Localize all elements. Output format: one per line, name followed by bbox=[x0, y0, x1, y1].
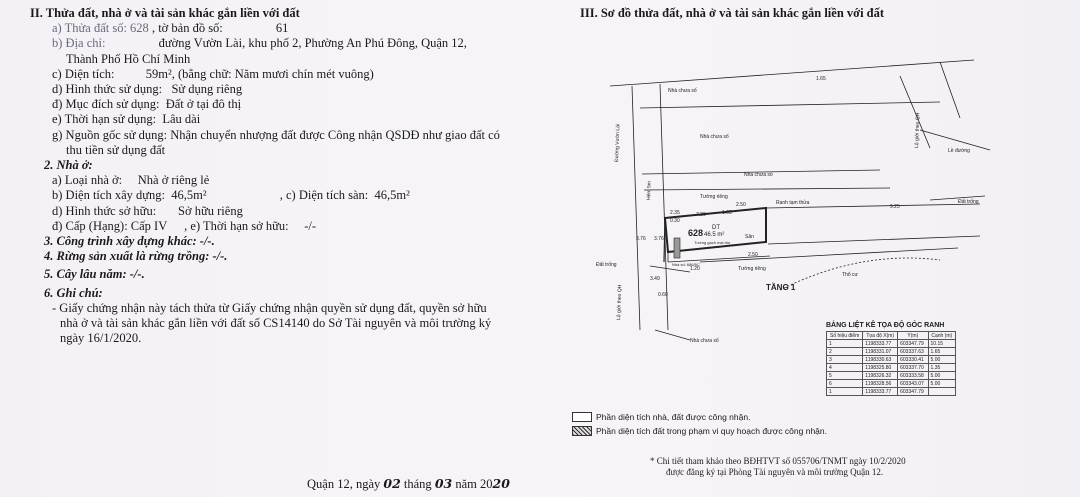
label-nha-so: Nhà số: 686/5C bbox=[672, 262, 700, 267]
label-parcel-number: 628 bbox=[688, 228, 704, 238]
coordinate-grid bbox=[826, 331, 956, 396]
usage-form-line: d) Hình thức sử dụng: Sử dụng riêng bbox=[52, 82, 243, 97]
table-header: Cạnh (m) bbox=[928, 332, 955, 340]
coordinate-table-title: BẢNG LIỆT KÊ TỌA ĐỘ GÓC RANH bbox=[826, 322, 945, 329]
table-row bbox=[827, 380, 956, 388]
house-build-area: b) Diện tích xây dựng: 46,5m² bbox=[52, 188, 207, 203]
parcel-number: a) Thửa đất số: 628 bbox=[52, 21, 149, 36]
table-cell: 1 bbox=[827, 388, 863, 396]
address-label: b) Địa chỉ: bbox=[52, 36, 106, 51]
dim-5: 2.50 bbox=[736, 202, 746, 208]
dim-2: 2.35 bbox=[670, 210, 680, 216]
label-dat-trong: Đất trống bbox=[596, 262, 617, 268]
diagram-note bbox=[650, 456, 906, 478]
map-sheet-number: 61 bbox=[275, 21, 289, 36]
legend-swatch-plain bbox=[572, 412, 592, 422]
house-ownership-line: d) Hình thức sở hữu: Sở hữu riêng bbox=[52, 203, 243, 218]
house-floor-area: , c) Diện tích sàn: 46,5m² bbox=[279, 188, 410, 203]
table-cell bbox=[928, 388, 955, 396]
address-city: Thành Phố Hồ Chí Minh bbox=[66, 51, 191, 66]
table-cell: 1198330.63 bbox=[863, 356, 898, 364]
table-cell: 603333.58 bbox=[898, 372, 928, 380]
map-sheet-label: , tờ bản đồ số: bbox=[151, 21, 223, 36]
table-row bbox=[827, 372, 956, 380]
note-line-2: nhà ở và tài sản khác gắn liền với đất số CS14140 do Sở Tài nguyên và môi trường ký bbox=[60, 316, 492, 331]
label-nha-chua-so-2: Nhà chưa số bbox=[700, 134, 729, 140]
date-prefix: Quận 12, ngày bbox=[307, 477, 381, 491]
table-cell: 1198333.77 bbox=[863, 340, 898, 348]
note-line-1: - Giấy chứng nhận này tách thửa từ Giấy chứng nhận quyền sử dụng đất, quyền sở hữu bbox=[52, 300, 487, 315]
label-thu-cu: Thổ cư bbox=[842, 272, 858, 278]
table-header: Y(m) bbox=[898, 332, 928, 340]
section3-title: III. Sơ đồ thửa đất, nhà ở và tài sản khác gắn liền với đất bbox=[580, 6, 885, 20]
dim-11: 2.50 bbox=[748, 252, 758, 258]
label-dt-value: 46.5 m² bbox=[704, 232, 725, 238]
dim-13: 1.65 bbox=[816, 76, 826, 82]
table-row bbox=[827, 388, 956, 396]
dim-3: 7.20 bbox=[696, 212, 706, 218]
note-line-3: ngày 16/1/2020. bbox=[60, 331, 142, 346]
table-cell: 1198331.07 bbox=[863, 348, 898, 356]
date-month-label: tháng bbox=[403, 477, 432, 491]
house-type-line: a) Loại nhà ở: Nhà ở riêng lẻ bbox=[52, 173, 210, 188]
table-cell: 1198326.32 bbox=[863, 372, 898, 380]
legend-item-planning bbox=[572, 426, 827, 436]
table-cell: 3 bbox=[827, 356, 863, 364]
table-row bbox=[827, 364, 956, 372]
label-dt: DT bbox=[712, 225, 720, 231]
house-heading: 2. Nhà ở: bbox=[44, 158, 93, 173]
label-hem: Hẻm 5m bbox=[646, 180, 653, 201]
table-cell: 5.00 bbox=[928, 356, 955, 364]
origin-line-2: thu tiền sử dụng đất bbox=[66, 142, 166, 157]
label-tuong-gach: Tường gạch mái tôn bbox=[694, 240, 731, 245]
dim-9: 0.60 bbox=[658, 292, 668, 298]
table-cell: 1.65 bbox=[928, 348, 955, 356]
table-header: Tọa độ X(m) bbox=[863, 332, 898, 340]
label-le-duong: Lề đường bbox=[948, 148, 970, 154]
label-nha-chua-so-4: Nhà chưa số bbox=[690, 338, 719, 344]
dim-12: 9.25 bbox=[890, 204, 900, 210]
house-term: , e) Thời hạn sở hữu: -/- bbox=[184, 218, 317, 233]
table-cell: 5.00 bbox=[928, 372, 955, 380]
legend-item-recognized bbox=[572, 412, 827, 422]
label-nha-chua-so-1: Nhà chưa số bbox=[668, 88, 697, 94]
table-cell: 5 bbox=[827, 372, 863, 380]
table-cell: 603343.07 bbox=[898, 380, 928, 388]
forest-heading: 4. Rừng sản xuất là rừng trồng: -/-. bbox=[44, 249, 228, 264]
section2-title: II. Thửa đất, nhà ở và tài sản khác gắn liền với đất bbox=[30, 6, 300, 20]
table-cell: 603347.79 bbox=[898, 388, 928, 396]
table-cell: 603330.41 bbox=[898, 356, 928, 364]
other-works-heading: 3. Công trình xây dựng khác: -/-. bbox=[44, 234, 215, 249]
dim-10: 1.20 bbox=[690, 266, 700, 272]
date-day: 02 bbox=[383, 476, 401, 491]
origin-line: g) Nguồn gốc sử dụng: Nhận chuyển nhượng đất được Công nhận QSDĐ như giao đất có bbox=[52, 127, 500, 142]
table-header-row bbox=[827, 332, 956, 340]
label-lo-gioi-left: Lộ giới theo QH bbox=[616, 284, 624, 321]
tree-heading: 5. Cây lâu năm: -/-. bbox=[44, 267, 145, 282]
table-cell: 4 bbox=[827, 364, 863, 372]
house-grade: đ) Cấp (Hạng): Cấp IV bbox=[52, 218, 168, 233]
label-lo-gioi-right: Lộ giới theo QH bbox=[914, 112, 922, 149]
table-header: Số hiệu điểm bbox=[827, 332, 863, 340]
table-cell: 5.00 bbox=[928, 380, 955, 388]
address-value: đường Vườn Lài, khu phố 2, Phường An Phú Đông, Quận 12, bbox=[158, 36, 467, 51]
table-cell: 1.35 bbox=[928, 364, 955, 372]
table-cell: 603337.63 bbox=[898, 348, 928, 356]
table-cell: 1198333.77 bbox=[863, 388, 898, 396]
table-cell: 2 bbox=[827, 348, 863, 356]
table-cell: 1198325.80 bbox=[863, 364, 898, 372]
table-cell: 603347.79 bbox=[898, 340, 928, 348]
table-cell: 10.15 bbox=[928, 340, 955, 348]
label-duong-vuon-lai: Đường Vườn Lài bbox=[614, 123, 622, 163]
label-ranh: Ranh tạm thửa bbox=[776, 200, 810, 206]
dim-4: 1.65 bbox=[722, 210, 732, 216]
table-cell: 603337.70 bbox=[898, 364, 928, 372]
purpose-line: đ) Mục đích sử dụng: Đất ở tại đô thị bbox=[52, 97, 242, 112]
label-san: Sân bbox=[745, 234, 754, 240]
table-row bbox=[827, 340, 956, 348]
dim-7: 3.76 bbox=[636, 236, 646, 242]
label-tuong-rieng-bottom: Tường riêng bbox=[738, 266, 766, 272]
note-line-registered: được đăng ký tại Phòng Tài nguyên và môi trường Quận 12. bbox=[666, 467, 884, 477]
label-floor-1: TẦNG 1 bbox=[766, 283, 796, 292]
term-line: e) Thời hạn sử dụng: Lâu dài bbox=[52, 112, 201, 127]
table-cell: 1 bbox=[827, 340, 863, 348]
diagram-legend bbox=[572, 412, 827, 440]
legend-label: Phần diện tích nhà, đất được công nhận. bbox=[596, 412, 751, 422]
dim-8: 3.49 bbox=[650, 276, 660, 282]
label-nha-chua-so-3: Nhà chưa số bbox=[744, 172, 773, 178]
table-row bbox=[827, 356, 956, 364]
dim-6: 0.30 bbox=[670, 218, 680, 224]
notes-heading: 6. Ghi chú: bbox=[44, 285, 103, 300]
table-cell: 6 bbox=[827, 380, 863, 388]
area-line: c) Diện tích: 59m², (bằng chữ: Năm mươi chín mét vuông) bbox=[52, 66, 374, 81]
legend-label: Phần diện tích đất trong phạm vi quy hoạch được công nhận. bbox=[596, 426, 827, 436]
table-row bbox=[827, 348, 956, 356]
coordinate-table bbox=[826, 322, 964, 396]
label-tuong-rieng-top: Tường riêng bbox=[700, 194, 728, 200]
dim-1: 3.76 bbox=[654, 236, 664, 242]
table-cell: 1198328.56 bbox=[863, 380, 898, 388]
date-year: 20 bbox=[492, 476, 510, 491]
note-line-ref: * Chi tiết tham khảo theo BĐHTVT số 055706/TNMT ngày 10/2/2020 bbox=[650, 456, 906, 466]
label-dai-trong: Đất trống bbox=[958, 199, 979, 205]
date-year-label: năm 20 bbox=[455, 477, 493, 491]
legend-swatch-hatched bbox=[572, 426, 592, 436]
date-month: 03 bbox=[434, 476, 453, 491]
